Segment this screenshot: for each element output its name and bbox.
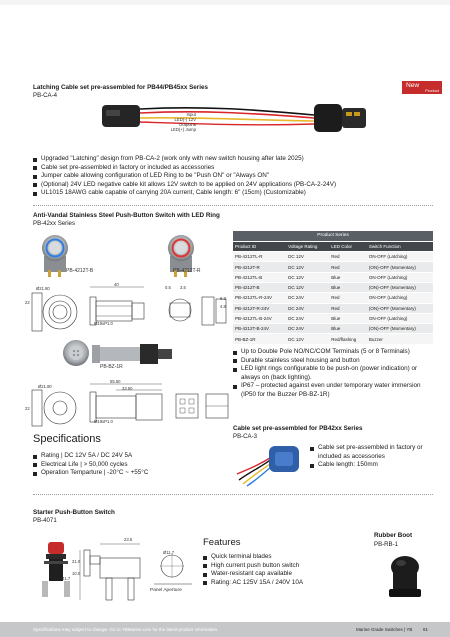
- table-cell: PB-4212TL-B: [233, 272, 286, 282]
- list-item: Cable set pre-assembled in factory or included as accessories: [33, 164, 433, 173]
- page-number: 81: [423, 627, 429, 632]
- table-cell: PB-4212TL-B-24V: [233, 313, 286, 323]
- table-cell: Blue: [329, 282, 367, 292]
- column-header: LED Color: [329, 241, 367, 251]
- list-item: (Optional) 24V LED negative cable kit allows 12V switch to be applied on 24V applications (PB-CA-2-24V): [33, 181, 433, 190]
- cable-label-led-pos: LED(+) Jump: [170, 127, 196, 132]
- table-cell: PB-4212T-R-24V: [233, 303, 286, 313]
- list-item: IP67 – protected against even under temporary water immersion (IP50 for the Buzzer PB-BZ-1R): [233, 382, 435, 399]
- starter-switch-drawing: [36, 528, 196, 608]
- table-cell: Red: [329, 293, 367, 303]
- table-row: [233, 303, 433, 313]
- table-cell: DC 24V: [286, 324, 329, 334]
- section-divider: [33, 494, 433, 495]
- product-label-buzzer: PB-BZ-1R: [100, 364, 123, 370]
- dim-22-bottom: 22: [25, 406, 30, 411]
- table-cell: PB-4212T-R: [233, 262, 286, 272]
- pb-ca-3-cable-image: [233, 440, 305, 488]
- table-cell: PB-4212T-B-24V: [233, 324, 286, 334]
- table-row: [233, 293, 433, 303]
- list-item: Rating | DC 12V 5A / DC 24V 5A: [33, 452, 233, 461]
- dim-55-50: 55.50: [110, 379, 121, 384]
- table-cell: Red/flashing: [329, 334, 367, 344]
- dim-6-3: 6.3: [220, 296, 226, 301]
- section-model-pb-ca-3: PB-CA-3: [233, 433, 258, 440]
- table-row: [233, 324, 433, 334]
- rubber-boot-title: Rubber Boot: [374, 532, 413, 539]
- cable-labels: [154, 112, 196, 132]
- list-item: Cable set pre-assembled in factory or included as accessories: [310, 444, 436, 461]
- section-title-latching-cable: Latching Cable set pre-assembled for PB44/PB45xx Series: [33, 84, 208, 91]
- latching-cable-image: [100, 96, 385, 144]
- list-item: Operation Temparture | -20°C ~ +55°C: [33, 469, 233, 478]
- specifications-list: [33, 452, 233, 478]
- table-cell: PB-BZ-1R: [233, 334, 286, 344]
- product-series-table: [233, 231, 433, 345]
- dim-3-5: 3.5: [180, 285, 186, 290]
- section-model-pb-ca-4: PB-CA-4: [33, 92, 58, 99]
- table-cell: DC 12V: [286, 334, 329, 344]
- new-badge-sub: Product: [425, 88, 439, 93]
- latching-cable-bullets: [33, 155, 433, 198]
- dim-thread-bottom: M19xP1.0: [94, 419, 113, 424]
- dim-23-5: 23.5: [124, 537, 133, 542]
- panel-aperture-label: Panel Aperture: [150, 588, 182, 593]
- table-heading: Product Series: [233, 231, 433, 241]
- new-badge-label: New: [406, 82, 420, 89]
- features-heading: Features: [203, 537, 241, 548]
- pb-ca-3-bullets: [310, 444, 436, 470]
- table-cell: DC 12V: [286, 262, 329, 272]
- column-header: Voltage Rating: [286, 241, 329, 251]
- section-model-pb-4071: PB-4071: [33, 517, 57, 524]
- column-header: Switch Function: [367, 241, 433, 251]
- dim-4-8: 4.8: [220, 304, 226, 309]
- specifications-heading: Specifications: [33, 433, 101, 445]
- top-bar: [0, 0, 450, 5]
- table-cell: PB-4212TL-R-24V: [233, 293, 286, 303]
- list-item: UL1015 18AWG cable capable of carrying 20A current, Cable length: 6" (15cm) (Customizable): [33, 189, 433, 198]
- footer-section-label: Marine Grade Switches | YB: [356, 627, 413, 632]
- dim-22-top: 22: [25, 300, 30, 305]
- table-row: [233, 252, 433, 262]
- dim-length-top: 40: [114, 282, 119, 287]
- rubber-boot-model: PB-RB-1: [374, 541, 399, 548]
- pb-42xx-feature-bullets: [233, 348, 435, 400]
- table-cell: (ON)-OFF (Momentary): [367, 324, 433, 334]
- new-product-badge: [402, 81, 442, 94]
- table-row: [233, 272, 433, 282]
- dim-diameter-top: Ø21.80: [36, 286, 50, 291]
- table-cell: (ON)-OFF (Momentary): [367, 303, 433, 313]
- dim-10-0: 10.0: [72, 571, 81, 576]
- table-cell: ON-OFF (Latching): [367, 272, 433, 282]
- column-header: Product ID: [233, 241, 286, 251]
- table-cell: DC 12V: [286, 272, 329, 282]
- table-cell: Buzzer: [367, 334, 433, 344]
- list-item: LED light rings configurable to be push-on (power indication) or always on (back lighting).: [233, 365, 435, 382]
- technical-drawing-top: [30, 281, 235, 333]
- table-cell: ON-OFF (Latching): [367, 252, 433, 262]
- dim-thread-top: M19xP1.0: [94, 321, 113, 326]
- list-item: Electrical Life | > 50,000 cycles: [33, 461, 233, 470]
- table-cell: Red: [329, 252, 367, 262]
- dim-diameter-11-7: Ø11.7: [163, 550, 175, 555]
- list-item: Up to Double Pole NO/NC/COM Terminals (5 or 8 Terminals): [233, 348, 435, 357]
- table-cell: DC 24V: [286, 293, 329, 303]
- section-title-starter-switch: Starter Push-Button Switch: [33, 509, 115, 516]
- table-cell: PB-4212T-B: [233, 282, 286, 292]
- dim-0-5: 0.5: [165, 285, 171, 290]
- table-row: [233, 334, 433, 344]
- dim-diameter-bottom: Ø21.80: [38, 384, 52, 389]
- dim-33-50: 33.50: [122, 386, 133, 391]
- table-cell: PB-4212TL-R: [233, 252, 286, 262]
- list-item: High current push button switch: [203, 562, 368, 571]
- table-cell: DC 12V: [286, 282, 329, 292]
- section-model-pb-42xx: PB-42xx Series: [33, 220, 75, 227]
- table-cell: Blue: [329, 272, 367, 282]
- table-cell: DC 12V: [286, 252, 329, 262]
- footer-disclaimer: Specifications may subject to change. Go to YBMarine.com for the latest product information.: [33, 627, 219, 632]
- table-cell: Blue: [329, 324, 367, 334]
- table-cell: (ON)-OFF (Momentary): [367, 282, 433, 292]
- table-cell: Red: [329, 262, 367, 272]
- section-title-anti-vandal: Anti-Vandal Stainless Steel Push-Button Switch with LED Ring: [33, 212, 220, 219]
- list-item: Quick terminal blades: [203, 553, 368, 562]
- product-label-4212t-r: PB-4212T-R: [173, 268, 201, 274]
- starter-feature-bullets: [203, 553, 368, 587]
- table-row: [233, 313, 433, 323]
- table-cell: DC 24V: [286, 303, 329, 313]
- list-item: Jumper cable allowing configuration of LED Ring to be "Push ON" or "Always ON": [33, 172, 433, 181]
- table-row: [233, 262, 433, 272]
- cable-label-output: Output &: [179, 122, 196, 127]
- product-label-4212t-b: PB-4212T-B: [66, 268, 94, 274]
- list-item: Cable length: 150mm: [310, 461, 436, 470]
- table-cell: ON-OFF (Latching): [367, 313, 433, 323]
- table-cell: Red: [329, 303, 367, 313]
- table-cell: Blue: [329, 313, 367, 323]
- cable-label-input: Input: [186, 112, 196, 117]
- technical-drawing-bottom: [30, 378, 235, 428]
- rubber-boot-image: [385, 553, 425, 603]
- table-cell: ON-OFF (Latching): [367, 293, 433, 303]
- table-cell: DC 24V: [286, 313, 329, 323]
- dim-21-0: 21.0: [72, 559, 81, 564]
- list-item: Upgraded "Latching" design from PB-CA-2 (work only with new switch housing after late 2025): [33, 155, 433, 164]
- section-title-cable-set-pb42: Cable set pre-assembled for PB42xx Series: [233, 425, 363, 432]
- cable-label-led-neg: LED(-) 12V: [174, 117, 196, 122]
- table-cell: (ON)-OFF (Momentary): [367, 262, 433, 272]
- table-row: [233, 282, 433, 292]
- dim-41-7: 41.7: [62, 576, 71, 581]
- list-item: Water-resistant cap available: [203, 570, 368, 579]
- list-item: Durable stainless steel housing and button: [233, 357, 435, 366]
- list-item: Rating: AC 125V 15A / 240V 10A: [203, 579, 368, 588]
- section-divider: [33, 205, 433, 206]
